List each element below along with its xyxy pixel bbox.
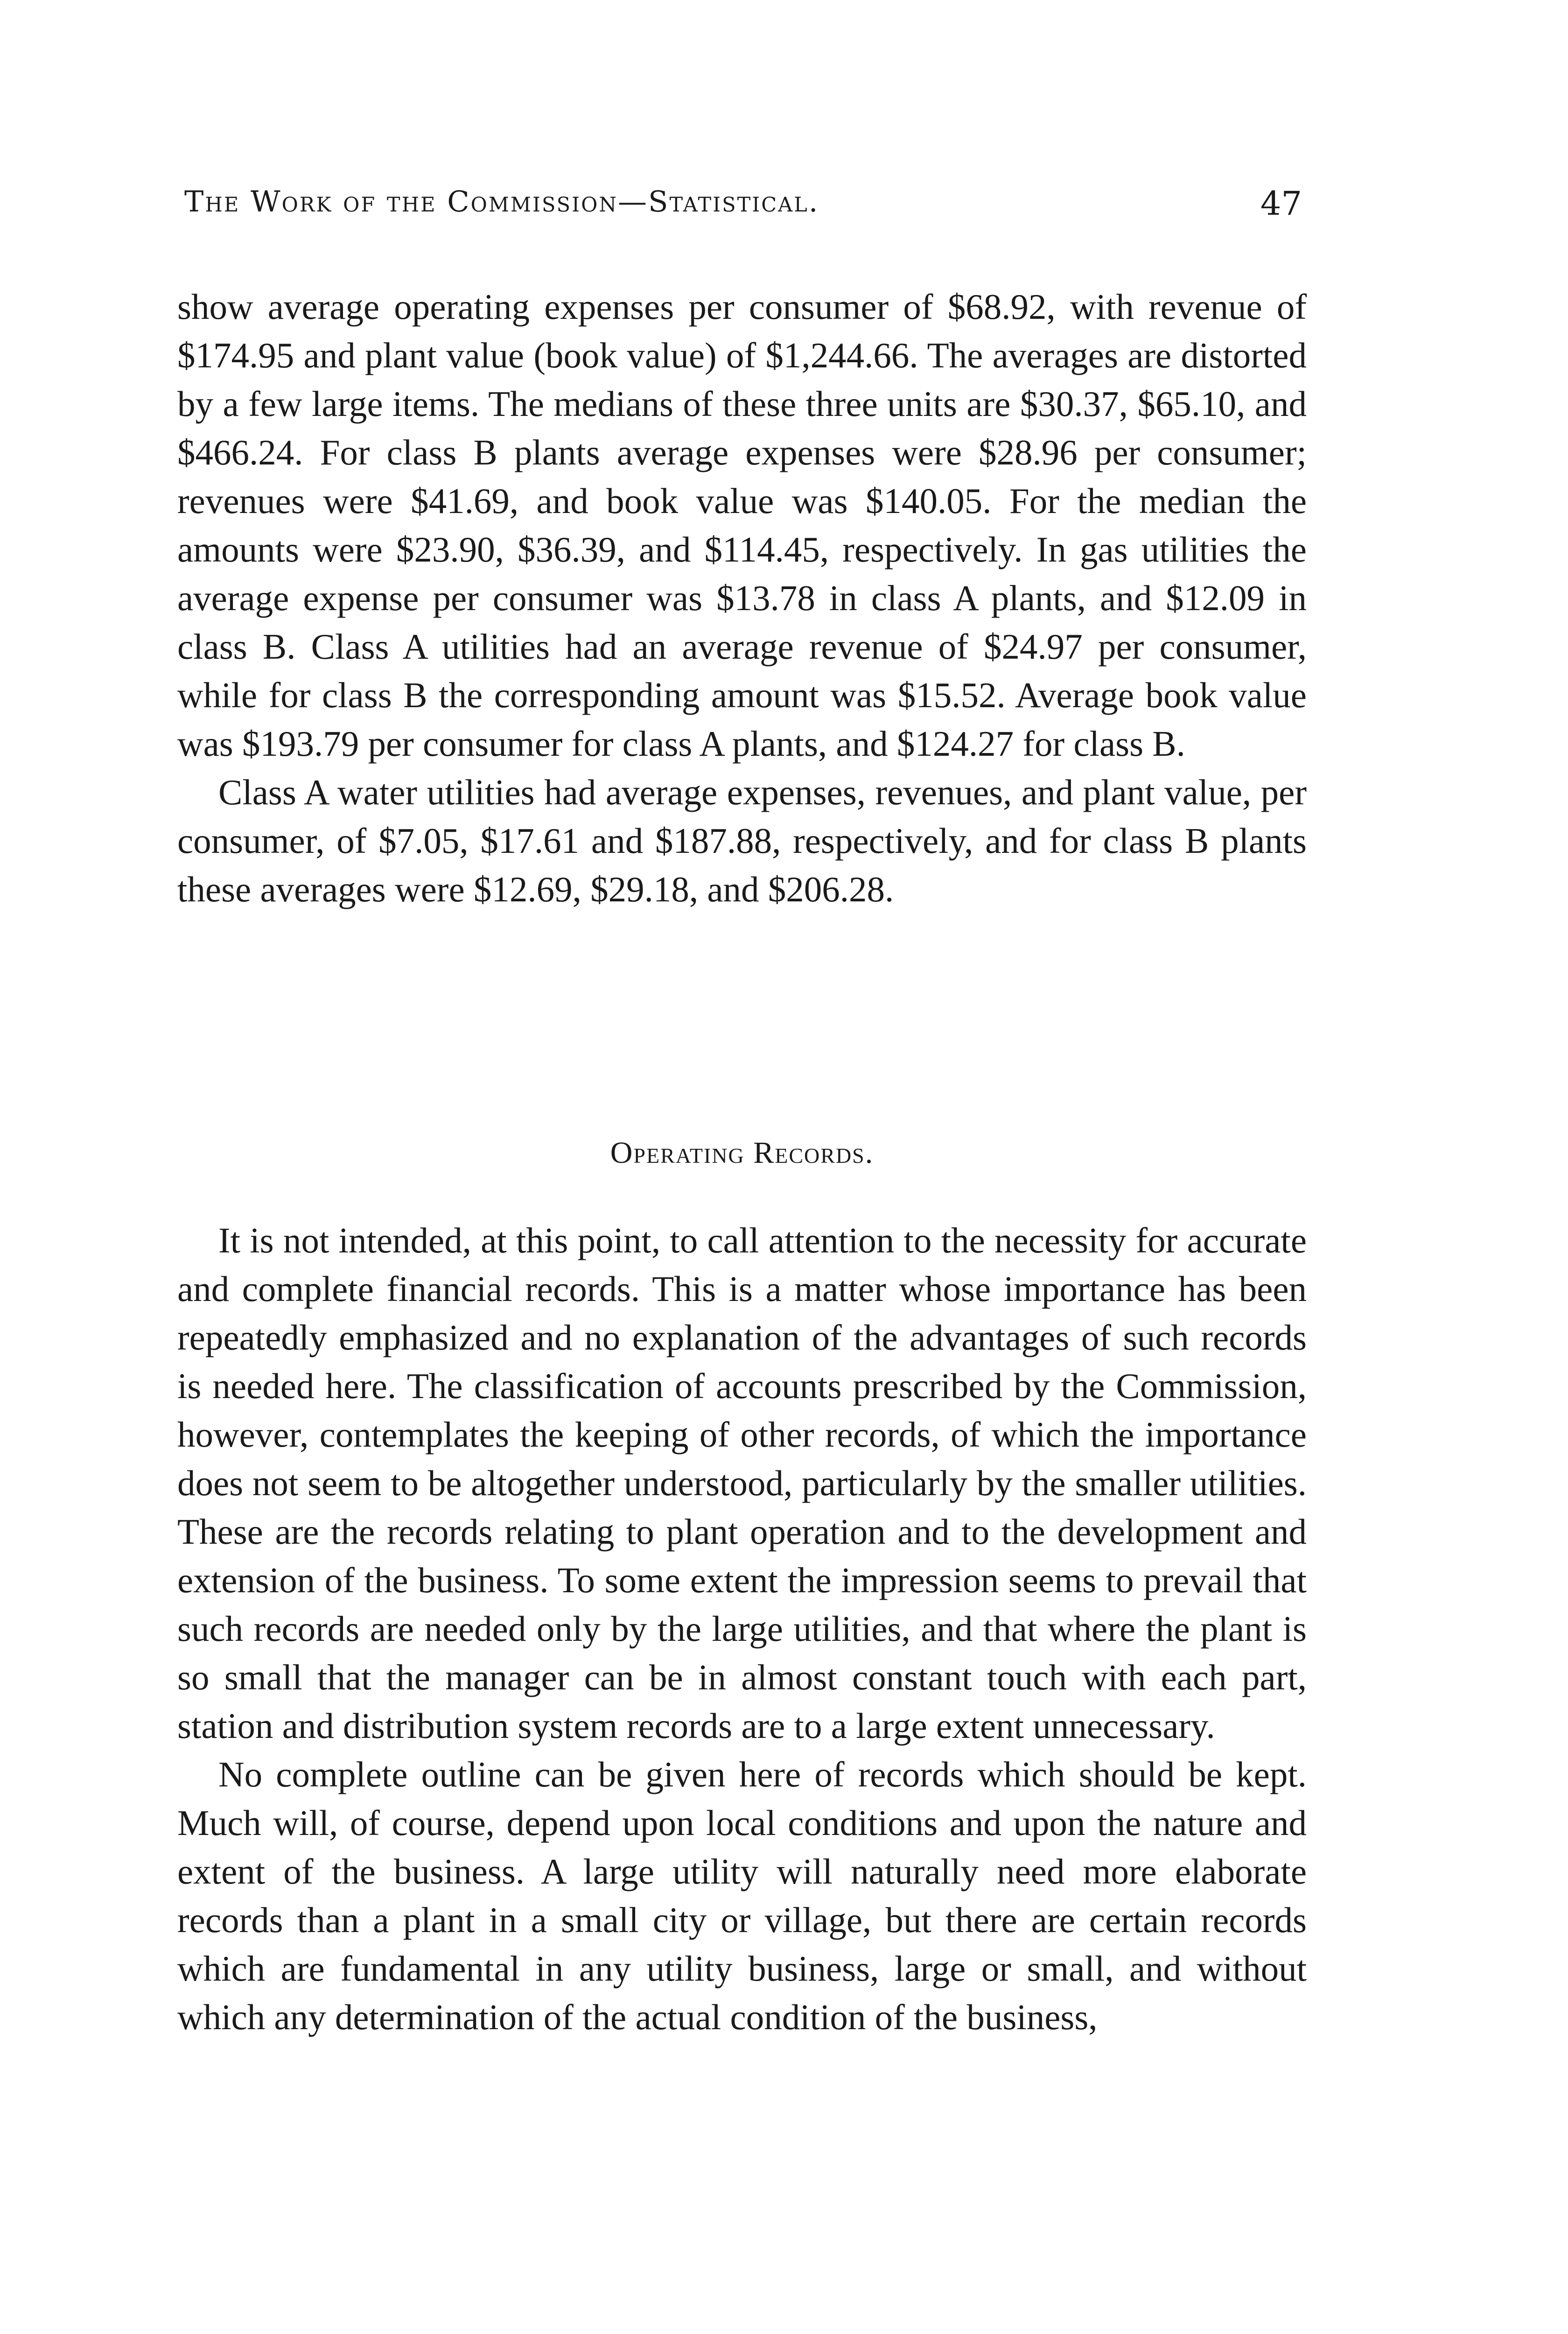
paragraph-records-outline: No complete outline can be given here of records which should be kept. Much will, of course, depend upon local conditions and upon the nature and extent of the business. A large utility will naturally need more elaborate records than a plant in a small city or village, but there are certain records which are fundamental in any utility business, large or small, and without which any determination of the actual condition of the business, bbox=[177, 1754, 1307, 2037]
running-header bbox=[184, 184, 1302, 236]
page-number: 47 bbox=[1260, 184, 1302, 223]
section-heading-operating-records: Operating Records. bbox=[610, 1136, 874, 1170]
running-title: The Work of the Commission—Statistical. bbox=[184, 184, 819, 218]
body-text-bottom bbox=[177, 1216, 1307, 2041]
paragraph-water-utilities: Class A water utilities had average expenses, revenues, and plant value, per consumer, of $7.05, $17.61 and $187.88, respectively, and for class B plants these averages were $12.69, $29.18, and $206.28. bbox=[177, 772, 1307, 909]
paragraph-consumer-averages: show average operating expenses per consumer of $68.92, with revenue of $174.95 and plant value (book value) of $1,244.66. The averages are distorted by a few large items. The medians of these three units are $30.37, $65.10, and $466.24. For class B plants average expenses were $28.96 per consumer; revenues were $41.69, and book value was $140.05. For the median the amounts were $23.90, $36.39, and $114.45, respectively. In gas utilities the average expense per consumer was $13.78 in class A plants, and $12.09 in class B. Class A utilities had an average revenue of $24.97 per consumer, while for class B the corresponding amount was $15.52. Average book value was $193.79 per consumer for class A plants, and $124.27 for class B. bbox=[177, 287, 1307, 764]
body-text-top bbox=[177, 282, 1307, 914]
paragraph-records-intro: It is not intended, at this point, to call attention to the necessity for accurate and complete financial records. This is a matter whose importance has been repeatedly emphasized and no explanation of the advantages of such records is needed here. The classification of accounts prescribed by the Commission, however, contemplates the keeping of other records, of which the importance does not seem to be altogether understood, particularly by the smaller utilities. These are the records relating to plant operation and to the development and extension of the business. To some extent the impression seems to prevail that such records are needed only by the large utilities, and that where the plant is so small that the manager can be in almost constant touch with each part, station and distribution system records are to a large extent unnecessary. bbox=[177, 1220, 1307, 1746]
